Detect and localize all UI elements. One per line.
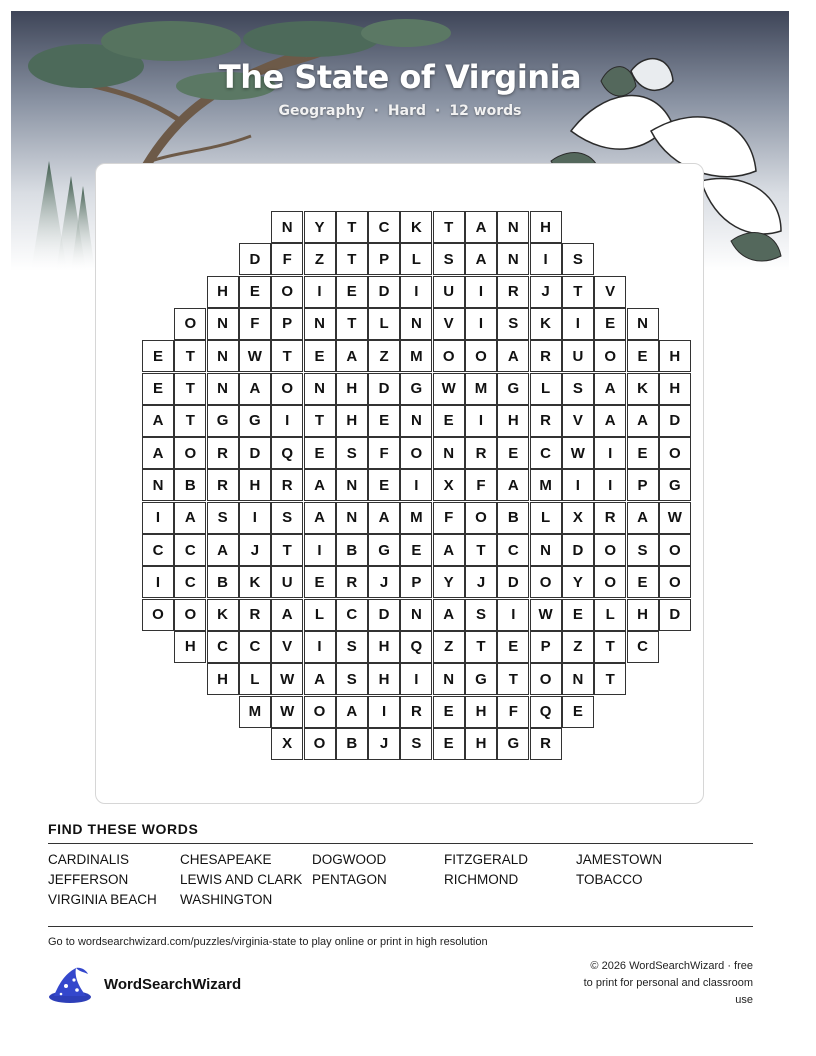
- grid-cell[interactable]: E: [142, 340, 174, 372]
- grid-cell[interactable]: D: [368, 276, 400, 308]
- grid-cell[interactable]: N: [400, 308, 432, 340]
- grid-cell[interactable]: C: [207, 631, 239, 663]
- grid-cell[interactable]: H: [336, 405, 368, 437]
- grid-cell[interactable]: G: [207, 405, 239, 437]
- grid-cell[interactable]: Z: [368, 340, 400, 372]
- grid-cell[interactable]: C: [497, 534, 529, 566]
- grid-cell[interactable]: H: [659, 340, 691, 372]
- grid-cell[interactable]: Q: [400, 631, 432, 663]
- grid-cell[interactable]: D: [239, 437, 271, 469]
- grid-cell[interactable]: H: [465, 696, 497, 728]
- grid-cell[interactable]: B: [207, 566, 239, 598]
- grid-cell[interactable]: N: [497, 243, 529, 275]
- grid-cell[interactable]: E: [304, 566, 336, 598]
- grid-cell[interactable]: R: [207, 469, 239, 501]
- grid-cell[interactable]: N: [530, 534, 562, 566]
- grid-cell[interactable]: O: [530, 566, 562, 598]
- grid-cell[interactable]: M: [400, 340, 432, 372]
- word-list-item: LEWIS AND CLARK: [180, 872, 303, 887]
- grid-cell[interactable]: T: [465, 631, 497, 663]
- grid-cell[interactable]: O: [594, 534, 626, 566]
- grid-cell[interactable]: X: [271, 728, 303, 760]
- grid-cell[interactable]: R: [271, 469, 303, 501]
- grid-cell[interactable]: S: [562, 243, 594, 275]
- grid-cell[interactable]: W: [271, 663, 303, 695]
- word-count-label: 12 words: [449, 103, 522, 119]
- grid-cell[interactable]: R: [207, 437, 239, 469]
- puzzle-card: [95, 163, 704, 804]
- grid-cell[interactable]: O: [594, 566, 626, 598]
- grid-cell[interactable]: M: [400, 502, 432, 534]
- grid-cell[interactable]: S: [627, 534, 659, 566]
- grid-cell[interactable]: V: [594, 276, 626, 308]
- word-list-item: TOBACCO: [576, 872, 643, 887]
- grid-cell[interactable]: S: [433, 243, 465, 275]
- grid-cell[interactable]: D: [659, 599, 691, 631]
- grid-cell[interactable]: G: [465, 663, 497, 695]
- grid-cell[interactable]: I: [562, 469, 594, 501]
- grid-cell[interactable]: Z: [304, 243, 336, 275]
- grid-cell[interactable]: I: [271, 405, 303, 437]
- grid-cell[interactable]: E: [239, 276, 271, 308]
- grid-cell[interactable]: T: [304, 405, 336, 437]
- grid-cell[interactable]: L: [368, 308, 400, 340]
- grid-cell[interactable]: M: [530, 469, 562, 501]
- grid-cell[interactable]: J: [368, 728, 400, 760]
- grid-cell[interactable]: S: [465, 599, 497, 631]
- grid-cell[interactable]: J: [530, 276, 562, 308]
- grid-cell[interactable]: C: [142, 534, 174, 566]
- word-list-item: VIRGINIA BEACH: [48, 892, 157, 907]
- grid-cell[interactable]: T: [336, 308, 368, 340]
- grid-cell[interactable]: E: [627, 566, 659, 598]
- grid-cell[interactable]: Y: [433, 566, 465, 598]
- grid-cell[interactable]: G: [368, 534, 400, 566]
- grid-cell[interactable]: H: [659, 373, 691, 405]
- grid-cell[interactable]: S: [336, 631, 368, 663]
- word-list-item: JAMESTOWN: [576, 852, 663, 867]
- grid-cell[interactable]: P: [368, 243, 400, 275]
- grid-cell[interactable]: V: [562, 405, 594, 437]
- grid-cell[interactable]: H: [336, 373, 368, 405]
- grid-cell[interactable]: F: [433, 502, 465, 534]
- puzzle-meta: [0, 103, 800, 119]
- grid-cell[interactable]: K: [400, 211, 432, 243]
- grid-cell[interactable]: W: [433, 373, 465, 405]
- grid-cell[interactable]: O: [433, 340, 465, 372]
- grid-cell[interactable]: Q: [530, 696, 562, 728]
- grid-cell[interactable]: N: [497, 211, 529, 243]
- grid-cell[interactable]: B: [497, 502, 529, 534]
- grid-cell[interactable]: A: [336, 340, 368, 372]
- grid-cell[interactable]: N: [562, 663, 594, 695]
- grid-cell[interactable]: A: [304, 502, 336, 534]
- grid-cell[interactable]: R: [239, 599, 271, 631]
- grid-cell[interactable]: R: [336, 566, 368, 598]
- grid-cell[interactable]: E: [400, 534, 432, 566]
- grid-cell[interactable]: T: [562, 276, 594, 308]
- grid-cell[interactable]: A: [304, 469, 336, 501]
- grid-cell[interactable]: H: [530, 211, 562, 243]
- grid-cell[interactable]: N: [400, 405, 432, 437]
- grid-cell[interactable]: A: [433, 599, 465, 631]
- grid-cell[interactable]: R: [465, 437, 497, 469]
- grid-cell[interactable]: Q: [271, 437, 303, 469]
- grid-cell[interactable]: E: [627, 437, 659, 469]
- grid-cell[interactable]: N: [433, 437, 465, 469]
- grid-cell[interactable]: S: [207, 502, 239, 534]
- grid-cell[interactable]: P: [627, 469, 659, 501]
- grid-cell[interactable]: H: [497, 405, 529, 437]
- grid-cell[interactable]: I: [594, 469, 626, 501]
- difficulty-label: Hard: [387, 103, 426, 119]
- grid-cell[interactable]: O: [271, 373, 303, 405]
- grid-cell[interactable]: B: [336, 534, 368, 566]
- grid-cell[interactable]: H: [465, 728, 497, 760]
- grid-cell[interactable]: E: [433, 728, 465, 760]
- grid-cell[interactable]: G: [497, 373, 529, 405]
- grid-cell[interactable]: N: [336, 469, 368, 501]
- grid-cell[interactable]: C: [368, 211, 400, 243]
- grid-cell[interactable]: I: [530, 243, 562, 275]
- grid-cell[interactable]: I: [142, 502, 174, 534]
- grid-cell[interactable]: S: [336, 437, 368, 469]
- grid-cell[interactable]: Y: [304, 211, 336, 243]
- grid-cell[interactable]: C: [239, 631, 271, 663]
- grid-cell[interactable]: D: [239, 243, 271, 275]
- grid-cell[interactable]: M: [239, 696, 271, 728]
- grid-cell[interactable]: N: [304, 373, 336, 405]
- grid-cell[interactable]: O: [465, 340, 497, 372]
- grid-cell[interactable]: P: [400, 566, 432, 598]
- grid-cell[interactable]: E: [497, 631, 529, 663]
- grid-cell[interactable]: T: [594, 631, 626, 663]
- grid-cell[interactable]: H: [174, 631, 206, 663]
- grid-cell[interactable]: L: [304, 599, 336, 631]
- brand: [48, 964, 241, 1004]
- grid-cell[interactable]: O: [400, 437, 432, 469]
- grid-cell[interactable]: E: [304, 340, 336, 372]
- word-list-item: RICHMOND: [444, 872, 519, 887]
- grid-cell[interactable]: I: [465, 308, 497, 340]
- grid-cell[interactable]: U: [271, 566, 303, 598]
- grid-cell[interactable]: D: [497, 566, 529, 598]
- grid-cell[interactable]: E: [433, 405, 465, 437]
- grid-cell[interactable]: I: [400, 276, 432, 308]
- grid-cell[interactable]: A: [271, 599, 303, 631]
- separator-dot: ·: [435, 103, 441, 119]
- grid-cell[interactable]: G: [659, 469, 691, 501]
- grid-cell[interactable]: O: [174, 599, 206, 631]
- grid-cell[interactable]: E: [336, 276, 368, 308]
- grid-cell[interactable]: L: [530, 502, 562, 534]
- grid-cell[interactable]: T: [336, 211, 368, 243]
- grid-cell[interactable]: C: [530, 437, 562, 469]
- grid-cell[interactable]: S: [400, 728, 432, 760]
- grid-cell[interactable]: I: [304, 534, 336, 566]
- grid-cell[interactable]: I: [368, 696, 400, 728]
- grid-cell[interactable]: A: [627, 405, 659, 437]
- grid-cell[interactable]: S: [271, 502, 303, 534]
- grid-cell[interactable]: E: [627, 340, 659, 372]
- grid-cell[interactable]: N: [400, 599, 432, 631]
- grid-cell[interactable]: G: [239, 405, 271, 437]
- grid-cell[interactable]: E: [368, 405, 400, 437]
- grid-cell[interactable]: V: [271, 631, 303, 663]
- footer-url-text: Go to wordsearchwizard.com/puzzles/virginia-state to play online or print in high resolution: [48, 936, 488, 948]
- grid-cell[interactable]: K: [627, 373, 659, 405]
- grid-cell[interactable]: H: [239, 469, 271, 501]
- grid-cell[interactable]: A: [174, 502, 206, 534]
- grid-cell[interactable]: I: [594, 437, 626, 469]
- grid-cell[interactable]: T: [433, 211, 465, 243]
- grid-cell[interactable]: A: [304, 663, 336, 695]
- grid-cell[interactable]: W: [562, 437, 594, 469]
- grid-cell[interactable]: F: [497, 696, 529, 728]
- grid-cell[interactable]: A: [142, 437, 174, 469]
- grid-cell[interactable]: H: [368, 663, 400, 695]
- grid-cell[interactable]: Y: [562, 566, 594, 598]
- grid-cell[interactable]: F: [368, 437, 400, 469]
- grid-cell[interactable]: S: [336, 663, 368, 695]
- wizard-hat-icon: [48, 964, 93, 1004]
- word-list-item: FITZGERALD: [444, 852, 529, 867]
- grid-cell[interactable]: A: [465, 211, 497, 243]
- grid-cell[interactable]: L: [530, 373, 562, 405]
- grid-cell[interactable]: A: [433, 534, 465, 566]
- grid-cell[interactable]: N: [207, 373, 239, 405]
- word-list-item: DOGWOOD: [312, 852, 387, 867]
- grid-cell[interactable]: C: [174, 566, 206, 598]
- grid-cell[interactable]: I: [304, 631, 336, 663]
- grid-cell[interactable]: Z: [562, 631, 594, 663]
- grid-cell[interactable]: D: [659, 405, 691, 437]
- grid-cell[interactable]: D: [368, 599, 400, 631]
- grid-cell[interactable]: X: [433, 469, 465, 501]
- grid-cell[interactable]: O: [659, 566, 691, 598]
- word-list-item: PENTAGON: [312, 872, 387, 887]
- grid-cell[interactable]: I: [497, 599, 529, 631]
- grid-cell[interactable]: N: [433, 663, 465, 695]
- grid-cell[interactable]: A: [465, 243, 497, 275]
- grid-cell[interactable]: I: [239, 502, 271, 534]
- grid-cell[interactable]: C: [336, 599, 368, 631]
- grid-cell[interactable]: O: [174, 308, 206, 340]
- grid-cell[interactable]: O: [304, 728, 336, 760]
- grid-cell[interactable]: E: [304, 437, 336, 469]
- grid-cell[interactable]: K: [239, 566, 271, 598]
- grid-cell[interactable]: M: [465, 373, 497, 405]
- grid-cell[interactable]: B: [174, 469, 206, 501]
- grid-cell[interactable]: O: [530, 663, 562, 695]
- divider: [48, 926, 753, 927]
- grid-cell[interactable]: R: [497, 276, 529, 308]
- grid-cell[interactable]: Z: [433, 631, 465, 663]
- grid-cell[interactable]: S: [497, 308, 529, 340]
- grid-cell[interactable]: A: [594, 373, 626, 405]
- grid-cell[interactable]: T: [174, 373, 206, 405]
- grid-cell[interactable]: W: [271, 696, 303, 728]
- grid-cell[interactable]: E: [368, 469, 400, 501]
- grid-cell[interactable]: X: [562, 502, 594, 534]
- grid-cell[interactable]: N: [207, 340, 239, 372]
- grid-cell[interactable]: O: [594, 340, 626, 372]
- grid-cell[interactable]: T: [465, 534, 497, 566]
- grid-cell[interactable]: T: [336, 243, 368, 275]
- grid-cell[interactable]: K: [530, 308, 562, 340]
- grid-cell[interactable]: W: [530, 599, 562, 631]
- grid-cell[interactable]: O: [659, 437, 691, 469]
- grid-cell[interactable]: R: [530, 340, 562, 372]
- grid-cell[interactable]: O: [271, 276, 303, 308]
- grid-cell[interactable]: H: [368, 631, 400, 663]
- grid-cell[interactable]: E: [562, 599, 594, 631]
- grid-cell[interactable]: T: [594, 663, 626, 695]
- grid-cell[interactable]: P: [271, 308, 303, 340]
- grid-cell[interactable]: A: [594, 405, 626, 437]
- grid-cell[interactable]: H: [207, 663, 239, 695]
- grid-cell[interactable]: R: [594, 502, 626, 534]
- grid-cell[interactable]: A: [368, 502, 400, 534]
- grid-cell[interactable]: F: [465, 469, 497, 501]
- grid-cell[interactable]: G: [400, 373, 432, 405]
- divider: [48, 843, 753, 844]
- grid-cell[interactable]: C: [174, 534, 206, 566]
- grid-cell[interactable]: I: [465, 276, 497, 308]
- grid-cell[interactable]: K: [207, 599, 239, 631]
- grid-cell[interactable]: O: [142, 599, 174, 631]
- grid-cell[interactable]: U: [433, 276, 465, 308]
- grid-cell[interactable]: O: [174, 437, 206, 469]
- grid-cell[interactable]: D: [562, 534, 594, 566]
- grid-cell[interactable]: D: [368, 373, 400, 405]
- grid-cell[interactable]: R: [530, 728, 562, 760]
- grid-cell[interactable]: O: [304, 696, 336, 728]
- grid-cell[interactable]: A: [207, 534, 239, 566]
- grid-cell[interactable]: E: [142, 373, 174, 405]
- grid-cell[interactable]: C: [627, 631, 659, 663]
- grid-cell[interactable]: V: [433, 308, 465, 340]
- grid-cell[interactable]: A: [497, 340, 529, 372]
- word-list-heading: FIND THESE WORDS: [48, 821, 199, 837]
- grid-cell[interactable]: E: [562, 696, 594, 728]
- grid-cell[interactable]: E: [497, 437, 529, 469]
- grid-cell[interactable]: W: [239, 340, 271, 372]
- grid-cell[interactable]: R: [400, 696, 432, 728]
- grid-cell[interactable]: G: [497, 728, 529, 760]
- grid-cell[interactable]: A: [336, 696, 368, 728]
- grid-cell[interactable]: N: [304, 308, 336, 340]
- grid-cell[interactable]: H: [627, 599, 659, 631]
- grid-cell[interactable]: I: [400, 469, 432, 501]
- grid-cell[interactable]: A: [627, 502, 659, 534]
- grid-cell[interactable]: F: [271, 243, 303, 275]
- grid-cell[interactable]: N: [271, 211, 303, 243]
- grid-cell[interactable]: L: [239, 663, 271, 695]
- grid-cell[interactable]: J: [465, 566, 497, 598]
- copyright-text: © 2026 WordSearchWizard · free to print for personal and classroom use: [583, 960, 753, 1006]
- grid-cell[interactable]: L: [400, 243, 432, 275]
- grid-cell[interactable]: I: [142, 566, 174, 598]
- separator-dot: ·: [373, 103, 379, 119]
- grid-cell[interactable]: T: [271, 534, 303, 566]
- word-list-item: WASHINGTON: [180, 892, 273, 907]
- grid-cell[interactable]: T: [174, 405, 206, 437]
- grid-cell[interactable]: A: [239, 373, 271, 405]
- grid-cell[interactable]: I: [400, 663, 432, 695]
- grid-cell[interactable]: O: [465, 502, 497, 534]
- grid-cell[interactable]: N: [336, 502, 368, 534]
- grid-cell[interactable]: S: [562, 373, 594, 405]
- grid-cell[interactable]: J: [239, 534, 271, 566]
- grid-cell[interactable]: E: [433, 696, 465, 728]
- grid-cell[interactable]: R: [530, 405, 562, 437]
- grid-cell[interactable]: F: [239, 308, 271, 340]
- grid-cell[interactable]: I: [562, 308, 594, 340]
- word-list-item: CHESAPEAKE: [180, 852, 272, 867]
- grid-cell[interactable]: N: [627, 308, 659, 340]
- word-list-item: JEFFERSON: [48, 872, 129, 887]
- grid-cell[interactable]: N: [142, 469, 174, 501]
- grid-cell[interactable]: W: [659, 502, 691, 534]
- grid-cell[interactable]: E: [594, 308, 626, 340]
- grid-cell[interactable]: T: [174, 340, 206, 372]
- grid-cell[interactable]: I: [304, 276, 336, 308]
- brand-name: WordSearchWizard: [104, 975, 242, 993]
- grid-cell[interactable]: L: [594, 599, 626, 631]
- grid-cell[interactable]: B: [336, 728, 368, 760]
- grid-cell[interactable]: A: [142, 405, 174, 437]
- grid-cell[interactable]: U: [562, 340, 594, 372]
- grid-cell[interactable]: A: [497, 469, 529, 501]
- puzzle-title: The State of Virginia: [218, 58, 582, 96]
- grid-cell[interactable]: J: [368, 566, 400, 598]
- grid-cell[interactable]: H: [207, 276, 239, 308]
- category-label: Geography: [278, 103, 365, 119]
- grid-cell[interactable]: T: [497, 663, 529, 695]
- grid-cell[interactable]: P: [530, 631, 562, 663]
- grid-cell[interactable]: T: [271, 340, 303, 372]
- grid-cell[interactable]: O: [659, 534, 691, 566]
- grid-cell[interactable]: N: [207, 308, 239, 340]
- grid-cell[interactable]: I: [465, 405, 497, 437]
- word-list-item: CARDINALIS: [48, 852, 130, 867]
